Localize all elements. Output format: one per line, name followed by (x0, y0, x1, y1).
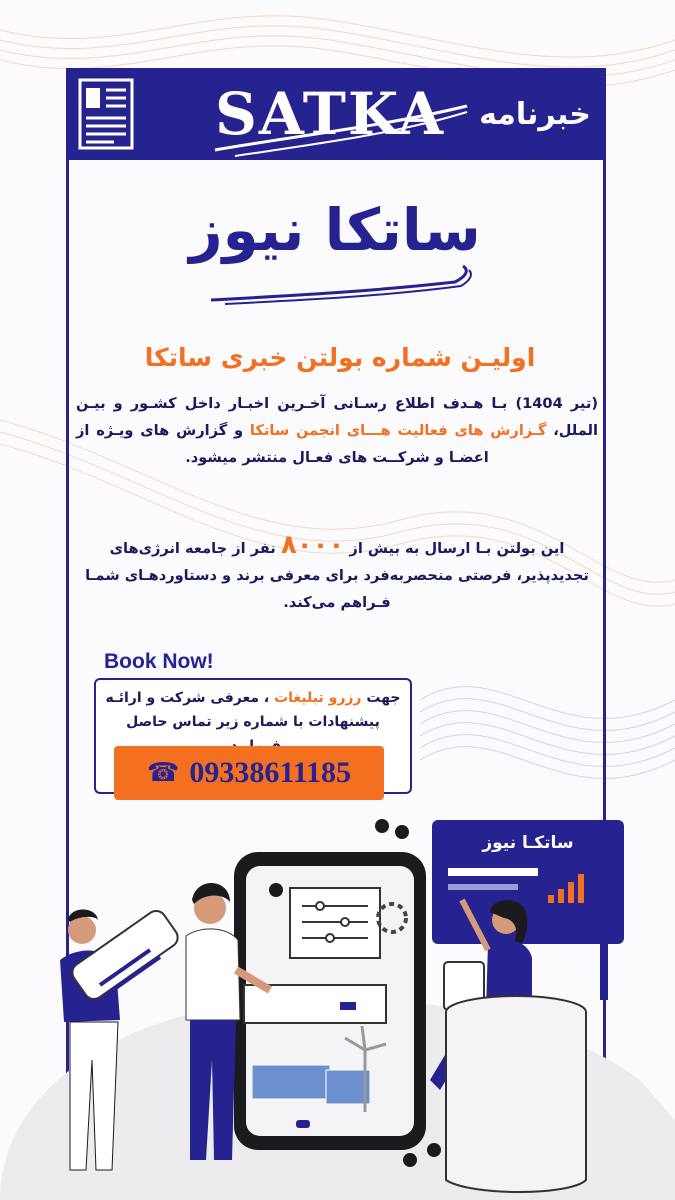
brand-swoosh (205, 262, 475, 306)
book-now-title: Book Now! (104, 650, 214, 673)
logo-swoosh (205, 100, 475, 160)
reach-number: ۸۰۰۰ (280, 530, 345, 560)
reach-text-end: نفر از جامعه انرژی‌های تجدیدپذیر، فرصتی منحصربه‌فرد برای معرفی برند و دستاوردهـای شمـا فـراهم می‌کند. (85, 540, 589, 611)
phone-number: 09338611185 (189, 756, 352, 789)
intro-paragraph (76, 390, 598, 471)
phone-button[interactable] (114, 746, 384, 800)
header-newsletter-label: خبرنامه (479, 97, 591, 132)
phone-icon: ☎ (146, 758, 180, 788)
reach-text: این بولتن بـا ارسال به بیش از (344, 540, 565, 557)
satka-logo: SATKA (215, 80, 445, 148)
team-illustration (0, 800, 675, 1200)
intro-text: (تیر 1404) بـا هـدف اطلاع رسـانی آخـرین اخبـار داخل کشـور و بیـن الملل، (76, 395, 599, 439)
screen-title: ساتکـا نیوز (482, 833, 574, 853)
booking-highlight: رزرو تبلیغات (274, 690, 362, 706)
intro-text-end: و گزارش های ویـژه از اعضـا و شرکــت های فعـال منتشر میشود. (76, 422, 489, 466)
brand-title: ساتکا نیوز (189, 196, 481, 264)
booking-text-end: ، معرفی شرکت و ارائـه پیشنهادات با شماره زیر تماس حاصل (105, 690, 380, 730)
newsletter-document-icon (74, 76, 144, 154)
booking-text-start: جهت (361, 690, 401, 706)
main-heading: اولیـن شماره بولتن خبری ساتکا (144, 343, 536, 372)
intro-highlight: گـزارش های فعالیت هـــای انجمن ساتکا (249, 422, 547, 439)
reach-paragraph (76, 532, 598, 616)
